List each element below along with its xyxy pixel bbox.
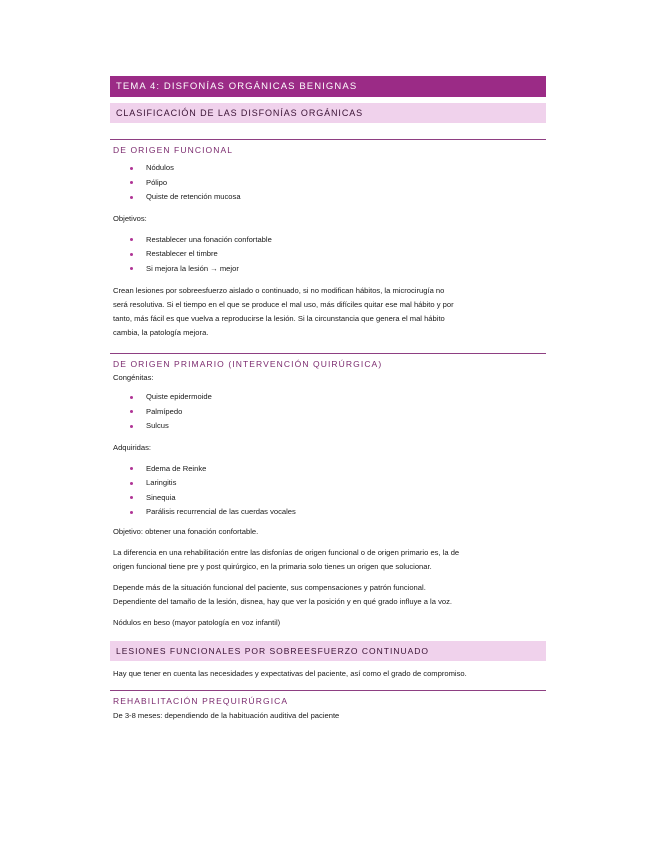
acquired-list bbox=[110, 462, 546, 520]
list-item: Si mejora la lesión → mejor bbox=[128, 262, 546, 277]
paragraph-line: Crean lesiones por sobreesfuerzo aislado o continuado, si no modifican hábitos, la microcirugía no bbox=[113, 286, 445, 295]
objectives-label: Objetivos: bbox=[113, 213, 147, 223]
paragraph-line: origen funcional tiene pre y post quirúrgico, en la primaria solo tienes un origen que solucionar. bbox=[113, 561, 432, 571]
functional-paragraph bbox=[110, 284, 546, 340]
congenital-label: Congénitas: bbox=[113, 373, 154, 382]
acquired-label: Adquiridas: bbox=[113, 442, 151, 452]
nodules-note: Nódulos en beso (mayor patología en voz infantil) bbox=[113, 617, 281, 627]
list-item: Pólipo bbox=[128, 176, 546, 191]
list-item: Palmípedo bbox=[128, 405, 546, 420]
difference-paragraph bbox=[110, 546, 546, 574]
objectives-list bbox=[110, 233, 546, 277]
primary-origin-heading: DE ORIGEN PRIMARIO (INTERVENCIÓN QUIRÚRGICA) bbox=[110, 353, 546, 369]
classification-title: CLASIFICACIÓN DE LAS DISFONÍAS ORGÁNICAS bbox=[110, 103, 546, 123]
functional-items-list bbox=[110, 161, 546, 205]
list-item: Laringitis bbox=[128, 476, 546, 491]
prequirurgical-heading: REHABILITACIÓN PREQUIRÚRGICA bbox=[110, 690, 546, 706]
list-item: Edema de Reinke bbox=[128, 462, 546, 477]
list-item: Parálisis recurrencial de las cuerdas vocales bbox=[128, 505, 546, 520]
list-item: Quiste de retención mucosa bbox=[128, 190, 546, 205]
functional-origin-heading: DE ORIGEN FUNCIONAL bbox=[110, 139, 546, 155]
topic-title: TEMA 4: DISFONÍAS ORGÁNICAS BENIGNAS bbox=[110, 76, 546, 97]
prequirurgical-text: De 3-8 meses: dependiendo de la habituación auditiva del paciente bbox=[113, 710, 340, 720]
list-item: Restablecer una fonación confortable bbox=[128, 233, 546, 248]
congenital-list bbox=[110, 390, 546, 434]
overuse-lesions-heading: LESIONES FUNCIONALES POR SOBREESFUERZO CONTINUADO bbox=[110, 641, 546, 661]
depends-paragraph bbox=[110, 581, 546, 609]
paragraph-line: tanto, más fácil es que vuelva a reproducirse la lesión. Si la circunstancia que genera el mal hábito bbox=[113, 314, 445, 323]
paragraph-line: La diferencia en una rehabilitación entre las disfonías de origen funcional o de origen primario es, la de bbox=[113, 547, 460, 557]
document-page bbox=[110, 76, 546, 723]
paragraph-line: cambia, la patología mejora. bbox=[113, 328, 209, 337]
overuse-text: Hay que tener en cuenta las necesidades y expectativas del paciente, así como el grado de compromiso. bbox=[113, 668, 467, 678]
paragraph-line: Depende más de la situación funcional del paciente, sus compensaciones y patrón funcional. bbox=[113, 582, 426, 592]
list-item: Restablecer el timbre bbox=[128, 247, 546, 262]
list-item: Sinequia bbox=[128, 491, 546, 506]
list-item: Sulcus bbox=[128, 419, 546, 434]
list-item: Nódulos bbox=[128, 161, 546, 176]
primary-objective: Objetivo: obtener una fonación confortable. bbox=[113, 526, 259, 536]
list-item: Quiste epidermoide bbox=[128, 390, 546, 405]
paragraph-line: Dependiente del tamaño de la lesión, disnea, hay que ver la posición y en qué grado influye a la voz. bbox=[113, 596, 452, 606]
paragraph-line: será resolutiva. Si el tiempo en el que se produce el mal uso, más difíciles quitar ese mal hábito y por bbox=[113, 300, 454, 309]
